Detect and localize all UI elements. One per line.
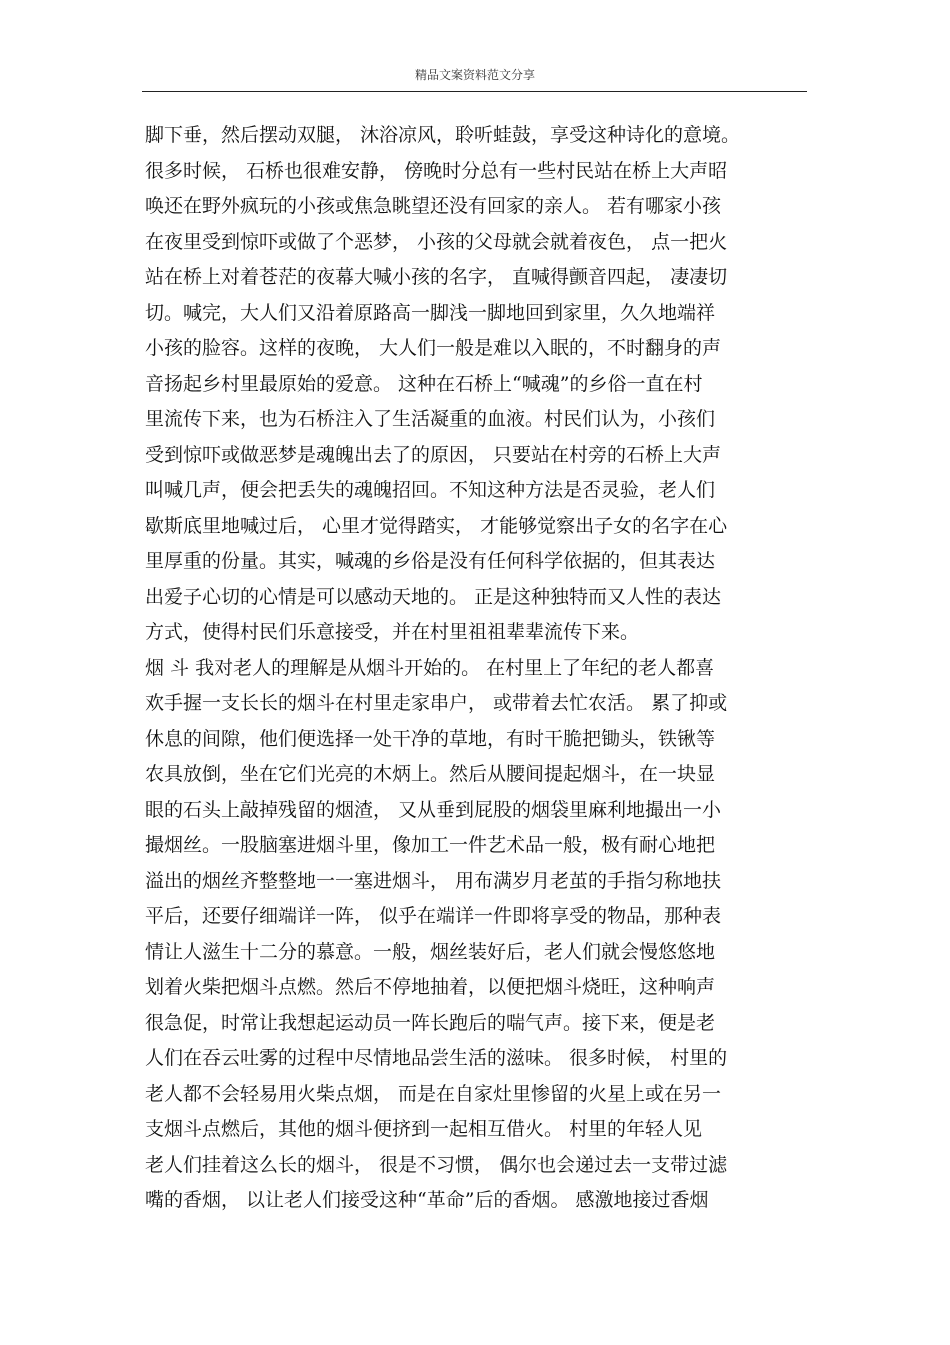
text-line: 切。喊完，大人们又沿着原路高一脚浅一脚地回到家里，久久地端祥 — [145, 301, 716, 324]
page-header: 精品文案资料范文分享 — [414, 68, 535, 82]
text-line: 老人们挂着这么长的烟斗， 很是不习惯， 偶尔也会递过去一支带过滤 — [145, 1153, 728, 1176]
text-line: 方式，使得村民们乐意接受，并在村里祖祖辈辈流传下来。 — [145, 621, 640, 643]
text-line: 撮烟丝。一股脑塞进烟斗里，像加工一件艺术品一般，极有耐心地把 — [145, 834, 716, 856]
text-line: 受到惊吓或做恶梦是魂魄出去了的原因， 只要站在村旁的石桥上大声 — [145, 443, 722, 466]
text-line: 烟 斗 我对老人的理解是从烟斗开始的。 在村里上了年纪的老人都喜 — [145, 656, 715, 679]
text-line: 嘴的香烟， 以让老人们接受这种“革命”后的香烟。 感激地接过香烟 — [145, 1189, 709, 1211]
body-text — [145, 118, 807, 1219]
text-line: 很急促，时常让我想起运动员一阵长跑后的喘气声。接下来，便是老 — [145, 1011, 716, 1034]
text-line: 在夜里受到惊吓或做了个恶梦， 小孩的父母就会就着夜色， 点一把火 — [145, 230, 728, 253]
text-line: 唤还在野外疯玩的小孩或焦急眺望还没有回家的亲人。 若有哪家小孩 — [145, 195, 722, 217]
header-divider — [142, 91, 807, 92]
text-line: 出爱子心切的心情是可以感动天地的。 正是这种独特而又人性的表达 — [145, 585, 722, 608]
text-line: 休息的间隙，他们便选择一处干净的草地，有时干脆把锄头，铁锹等 — [145, 727, 716, 750]
text-line: 眼的石头上敲掉残留的烟渣， 又从垂到屁股的烟袋里麻利地撮出一小 — [145, 798, 722, 821]
text-line: 叫喊几声，便会把丢失的魂魄招回。不知这种方法是否灵验，老人们 — [145, 479, 716, 501]
text-line: 欢手握一支长长的烟斗在村里走家串户， 或带着去忙农活。 累了抑或 — [145, 692, 728, 714]
text-line: 情让人滋生十二分的慕意。一般，烟丝装好后，老人们就会慢悠悠地 — [145, 940, 716, 963]
text-line: 脚下垂，然后摆动双腿， 沐浴凉风，聆听蛙鼓，享受这种诗化的意境。 — [145, 124, 741, 146]
text-line: 里流传下来，也为石桥注入了生活凝重的血液。村民们认为，小孩们 — [145, 408, 716, 430]
text-line: 站在桥上对着苍茫的夜幕大喊小孩的名字， 直喊得颤音四起， 凄凄切 — [145, 266, 728, 288]
text-line: 划着火柴把烟斗点燃。然后不停地抽着，以便把烟斗烧旺，这种响声 — [145, 976, 716, 998]
text-line: 平后，还要仔细端详一阵， 似乎在端详一件即将享受的物品，那种表 — [145, 905, 722, 927]
text-line: 支烟斗点燃后，其他的烟斗便挤到一起相互借火。 村里的年轻人见 — [145, 1118, 703, 1140]
text-line: 溢出的烟丝齐整整地一一塞进烟斗， 用布满岁月老茧的手指匀称地扶 — [145, 869, 722, 892]
text-line: 歇斯底里地喊过后， 心里才觉得踏实， 才能够觉察出子女的名字在心 — [145, 514, 728, 537]
text-line: 人们在吞云吐雾的过程中尽情地品尝生活的滋味。 很多时候， 村里的 — [145, 1047, 728, 1069]
text-line: 小孩的脸容。这样的夜晚， 大人们一般是难以入眠的，不时翻身的声 — [145, 337, 722, 359]
text-line: 农具放倒，坐在它们光亮的木炳上。然后从腰间提起烟斗，在一块显 — [145, 763, 716, 785]
text-line: 很多时候， 石桥也很难安静， 傍晚时分总有一些村民站在桥上大声昭 — [145, 159, 728, 182]
text-line: 里厚重的份量。其实，喊魂的乡俗是没有任何科学依据的，但其表达 — [145, 550, 716, 572]
text-line: 音扬起乡村里最原始的爱意。 这种在石桥上“喊魂”的乡俗一直在村 — [145, 372, 703, 395]
text-line: 老人都不会轻易用火柴点烟， 而是在自家灶里惨留的火星上或在另一 — [145, 1082, 722, 1105]
